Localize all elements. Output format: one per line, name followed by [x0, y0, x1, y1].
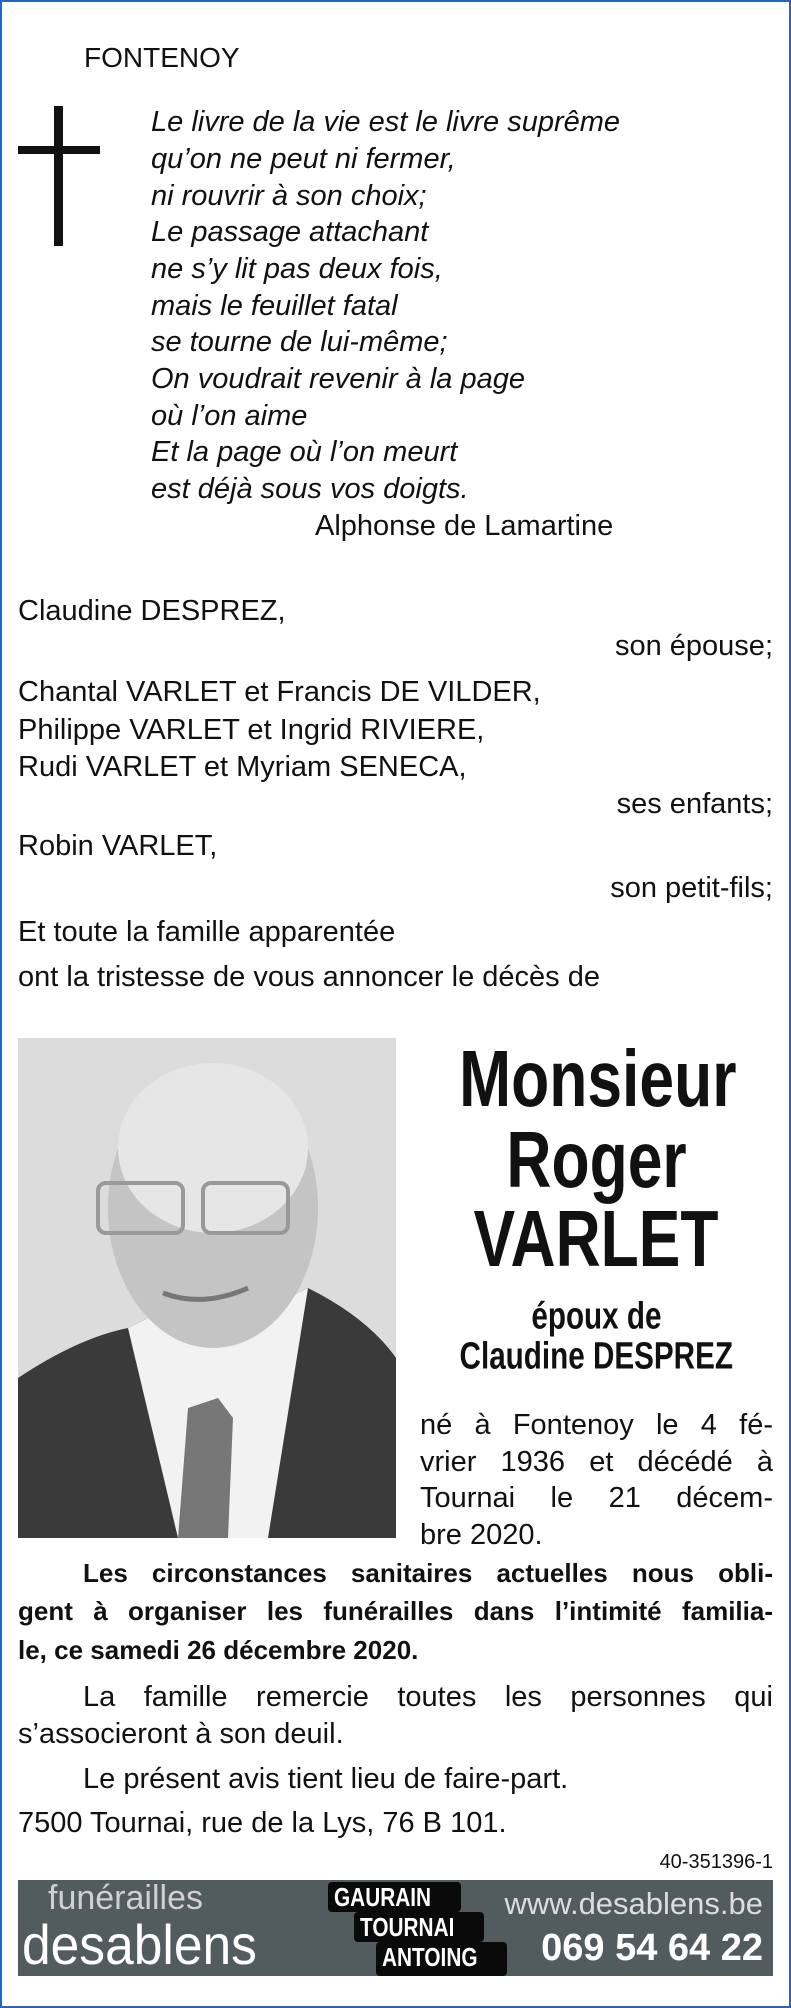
- poem-line: est déjà sous vos doigts.: [151, 473, 469, 505]
- grandchild: Robin VARLET,: [18, 830, 218, 862]
- bio-line: né à Fontenoy le 4 fé-: [420, 1409, 773, 1441]
- grandchild-role: son petit-fils;: [610, 872, 773, 904]
- poem-line: On voudrait revenir à la page: [151, 363, 525, 395]
- notice-line: le, ce samedi 26 décembre 2020.: [18, 1635, 419, 1665]
- spouse: Claudine DESPREZ,: [18, 595, 286, 627]
- poem-line: Le livre de la vie est le livre suprême: [151, 106, 621, 138]
- faire-part: Le présent avis tient lieu de faire-part.: [83, 1763, 569, 1795]
- bio-line: Tournai le 21 décem-: [420, 1482, 773, 1514]
- banner-logo: desablens: [22, 1913, 257, 1976]
- last-name: VARLET: [474, 1194, 719, 1283]
- bio-line: vrier 1936 et décédé à: [420, 1446, 773, 1478]
- poem-line: ne s’y lit pas deux fois,: [151, 253, 443, 285]
- extended-family: Et toute la famille apparentée: [18, 916, 396, 948]
- website-link[interactable]: www.desablens.be: [504, 1886, 763, 1921]
- poem-line: ni rouvrir à son choix;: [151, 180, 427, 212]
- thanks-line: s’associeront à son deuil.: [18, 1718, 344, 1750]
- deceased-photo: [18, 1038, 396, 1538]
- reference-number: 40-351396-1: [659, 1851, 773, 1873]
- spouse-name: Claudine DESPREZ: [459, 1335, 734, 1378]
- poem-line: mais le feuillet fatal: [151, 290, 398, 322]
- first-name: Roger: [506, 1115, 687, 1204]
- place-name: FONTENOY: [84, 42, 240, 73]
- location: GAURAIN: [328, 1882, 461, 1912]
- phone-number: 069 54 64 22: [541, 1927, 763, 1969]
- child: Rudi VARLET et Myriam SENECA,: [18, 751, 467, 783]
- title: Monsieur: [459, 1034, 737, 1123]
- child: Chantal VARLET et Francis DE VILDER,: [18, 676, 541, 708]
- location: TOURNAI: [354, 1912, 484, 1942]
- funeral-home-banner: [18, 1880, 773, 1976]
- notice-line: Les circonstances sanitaires actuelles nous obli-: [83, 1558, 773, 1588]
- children-role: ses enfants;: [616, 788, 773, 820]
- bio-line: bre 2020.: [420, 1519, 543, 1551]
- poem-line: Le passage attachant: [151, 216, 429, 248]
- spouse-of: époux de: [531, 1295, 662, 1338]
- poem-line: où l’on aime: [151, 400, 308, 432]
- poem-line: qu’on ne peut ni fermer,: [151, 143, 456, 175]
- notice-line: gent à organiser les funérailles dans l’intimité familia-: [18, 1596, 773, 1626]
- banner-line1: funérailles: [48, 1880, 203, 1917]
- poem-line: se tourne de lui-même;: [151, 326, 448, 358]
- poem-line: Et la page où l’on meurt: [151, 436, 458, 468]
- poem-author: Alphonse de Lamartine: [315, 510, 614, 542]
- spouse-role: son épouse;: [614, 630, 773, 662]
- thanks-line: La famille remercie toutes les personnes qui: [83, 1681, 773, 1713]
- child: Philippe VARLET et Ingrid RIVIERE,: [18, 714, 485, 746]
- address: 7500 Tournai, rue de la Lys, 76 B 101.: [18, 1807, 507, 1839]
- announcement: ont la tristesse de vous annoncer le décès de: [18, 961, 600, 993]
- location: ANTOING: [376, 1942, 507, 1976]
